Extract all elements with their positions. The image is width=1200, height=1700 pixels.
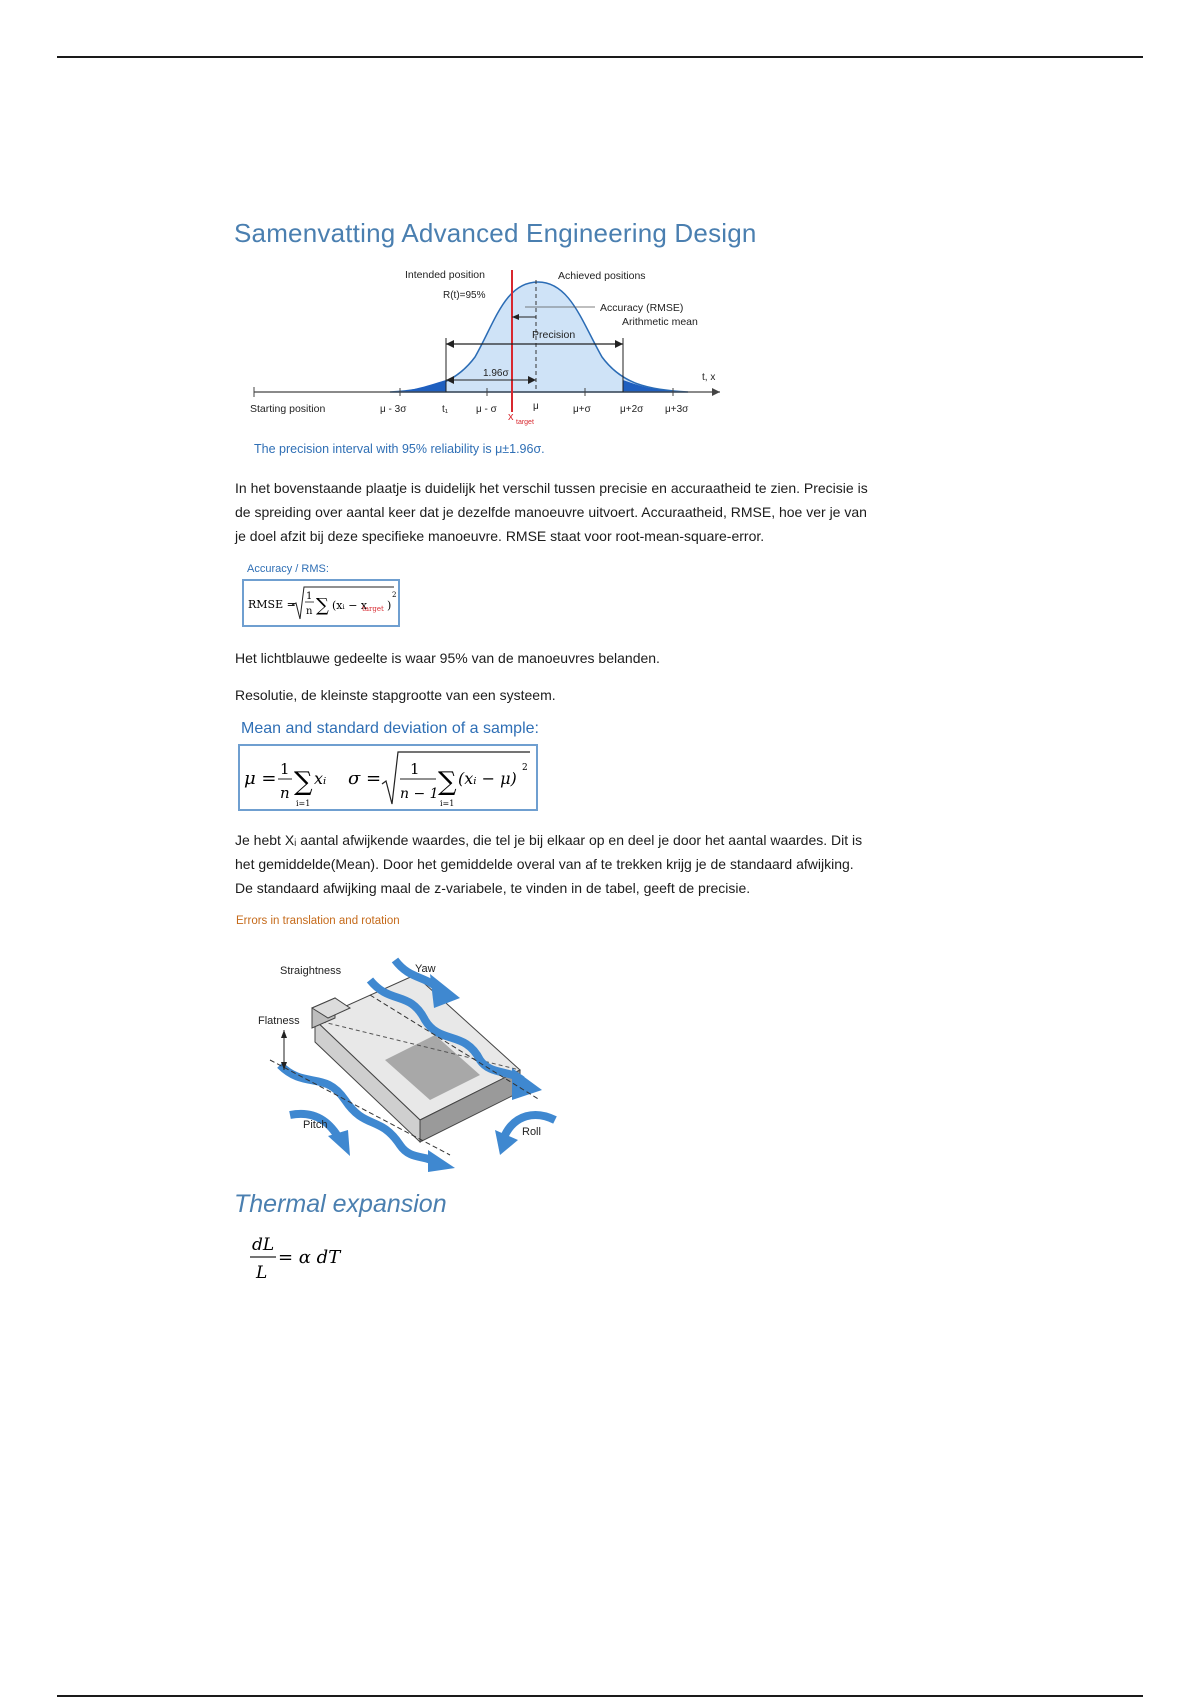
svg-text:target: target — [362, 605, 384, 613]
thermal-formula — [246, 1230, 366, 1286]
label-mup: μ+σ — [573, 404, 591, 415]
svg-text:∑: ∑ — [316, 595, 329, 616]
label-sigma: 1.96σ — [483, 368, 509, 379]
svg-text:2: 2 — [522, 763, 528, 773]
thermal-expansion-heading: Thermal expansion — [234, 1190, 447, 1218]
label-mu3: μ+3σ — [665, 404, 689, 415]
svg-text:Flatness: Flatness — [258, 1015, 300, 1027]
svg-text:1: 1 — [306, 591, 313, 602]
svg-text:μ =: μ = — [244, 768, 277, 789]
label-xtarget: x — [508, 411, 514, 423]
svg-text:n: n — [280, 784, 290, 802]
label-start: Starting position — [250, 403, 326, 415]
paragraph-mean: Je hebt Xᵢ aantal afwijkende waardes, die tel je bij elkaar op en deel je door het aantal waardes. Dit is het gemiddelde(Mean). Door het gemiddelde overal van af te trekken krijg je de standaard afwijking. De standaard afwijking maal de z-variabele, te vinden in de tabel, geeft de precisie. — [235, 832, 863, 896]
svg-text:RMSE =: RMSE = — [248, 598, 296, 611]
label-intended: Intended position — [405, 269, 485, 281]
svg-text:i=1: i=1 — [440, 799, 455, 808]
svg-text:1: 1 — [280, 760, 290, 778]
label-t1: t₁ — [442, 404, 449, 415]
top-rule — [57, 56, 1143, 58]
errors-figure — [250, 950, 570, 1175]
precision-distribution-figure — [240, 262, 740, 430]
svg-text:1: 1 — [410, 760, 420, 778]
bottom-rule — [57, 1695, 1143, 1697]
svg-text:(xᵢ − μ): (xᵢ − μ) — [458, 769, 517, 788]
figure1-caption: The precision interval with 95% reliability is μ±1.96σ. — [254, 442, 545, 456]
svg-text:(xᵢ − x: (xᵢ − x — [332, 599, 368, 612]
svg-text:i=1: i=1 — [296, 799, 311, 808]
label-arith: Arithmetic mean — [622, 316, 698, 328]
label-mum: μ - σ — [476, 404, 497, 415]
label-tx: t, x — [702, 372, 716, 383]
mean-heading: Mean and standard deviation of a sample: — [241, 720, 539, 737]
svg-text:∑: ∑ — [294, 767, 313, 797]
svg-text:σ =: σ = — [348, 768, 382, 789]
paragraph-precision: In het bovenstaande plaatje is duidelijk het verschil tussen precisie en accuraatheid te zien. Precisie is de spreiding over aantal keer dat je dezelfde manoeuvre uitvoert. Accuraatheid, RMSE, hoe ver je van je doel afzit bij deze specifieke manoeuvre. RMSE staat voor root-mean-square-error. — [235, 480, 868, 544]
svg-text:n − 1: n − 1 — [400, 786, 439, 802]
svg-text:Straightness: Straightness — [280, 965, 342, 977]
label-mu3m: μ - 3σ — [380, 404, 407, 415]
svg-text:xᵢ: xᵢ — [314, 769, 327, 788]
errors-caption: Errors in translation and rotation — [236, 915, 400, 927]
left-tail — [390, 380, 446, 392]
svg-text:2: 2 — [392, 591, 397, 599]
svg-text:L: L — [256, 1263, 268, 1283]
svg-text:dL: dL — [252, 1235, 275, 1255]
label-rt: R(t)=95% — [443, 290, 486, 301]
svg-text:Roll: Roll — [522, 1126, 541, 1138]
label-accuracy: Accuracy (RMSE) — [600, 302, 684, 314]
label-mu: μ — [533, 401, 539, 412]
mean-sigma-formula — [238, 744, 538, 811]
page-title: Samenvatting Advanced Engineering Design — [234, 218, 757, 248]
svg-text:n: n — [306, 606, 313, 617]
rmse-formula — [242, 579, 400, 627]
svg-text:Pitch: Pitch — [303, 1119, 328, 1131]
label-precision: Precision — [532, 329, 576, 341]
svg-text:): ) — [387, 599, 392, 612]
svg-text:= α dT: = α dT — [278, 1247, 341, 1268]
paragraph-lightblue: Het lichtblauwe gedeelte is waar 95% van de manoeuvres belanden. — [235, 650, 660, 666]
label-achieved: Achieved positions — [558, 270, 646, 282]
label-xtarget-sub: target — [516, 419, 534, 426]
paragraph-resolution: Resolutie, de kleinste stapgrootte van een systeem. — [235, 687, 556, 703]
svg-text:∑: ∑ — [438, 767, 457, 797]
label-mu2: μ+2σ — [620, 404, 644, 415]
rms-caption: Accuracy / RMS: — [247, 563, 329, 575]
svg-text:Yaw: Yaw — [415, 963, 436, 975]
